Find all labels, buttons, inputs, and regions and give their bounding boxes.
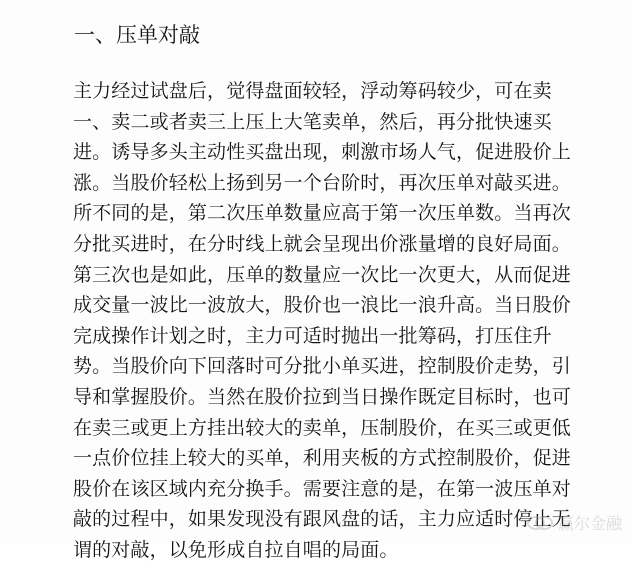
logo-icon — [526, 514, 554, 532]
paragraph-line: 谓的对敲，以免形成自拉自唱的局面。 — [73, 538, 399, 561]
paragraph-line: 第三次也是如此，压单的数量应一次比一次更大，从而促进 — [73, 263, 571, 286]
paragraph-line: 所不同的是，第二次压单数量应高于第一次压单数。当再次 — [73, 202, 571, 225]
paragraph-line: 进。诱导多头主动性买盘出现，刺激市场人气，促进股价上 — [73, 141, 571, 164]
paragraph-line: 涨。当股价轻松上扬到另一个台阶时，再次压单对敲买进。 — [73, 171, 571, 194]
paragraph-line: 导和掌握股价。当然在股价拉到当日操作既定目标时，也可 — [73, 385, 571, 408]
watermark-text: 赢尔金融 — [557, 514, 622, 533]
paragraph-line: 敲的过程中，如果发现没有跟风盘的话，主力应适时停止无 — [73, 508, 571, 531]
paragraph-line: 股价在该区域内充分换手。需要注意的是，在第一波压单对 — [73, 477, 571, 500]
paragraph-line: 主力经过试盘后，觉得盘面较轻，浮动筹码较少，可在卖 — [73, 80, 552, 102]
watermark — [526, 511, 622, 534]
paragraph-line: 势。当股价向下回落时可分批小单买进，控制股价走势，引 — [73, 355, 571, 378]
paragraph-line: 一点价位挂上较大的买单，利用夹板的方式控制股价，促进 — [73, 447, 571, 470]
paragraph-line: 完成操作计划之时，主力可适时抛出一批筹码，打压住升 — [73, 324, 552, 347]
paragraph-line: 成交量一波比一波放大，股价也一浪比一浪升高。当日股价 — [73, 294, 571, 317]
section-heading: 一、压单对敲 — [74, 23, 200, 47]
body-paragraph — [73, 76, 593, 566]
paragraph-line: 在卖三或更上方挂出较大的卖单，压制股价，在买三或更低 — [73, 416, 571, 439]
paragraph-line: 一、卖二或者卖三上压上大笔卖单，然后，再分批快速买 — [73, 110, 552, 133]
paragraph-line: 分批买进时，在分时线上就会呈现出价涨量增的良好局面。 — [73, 232, 571, 255]
